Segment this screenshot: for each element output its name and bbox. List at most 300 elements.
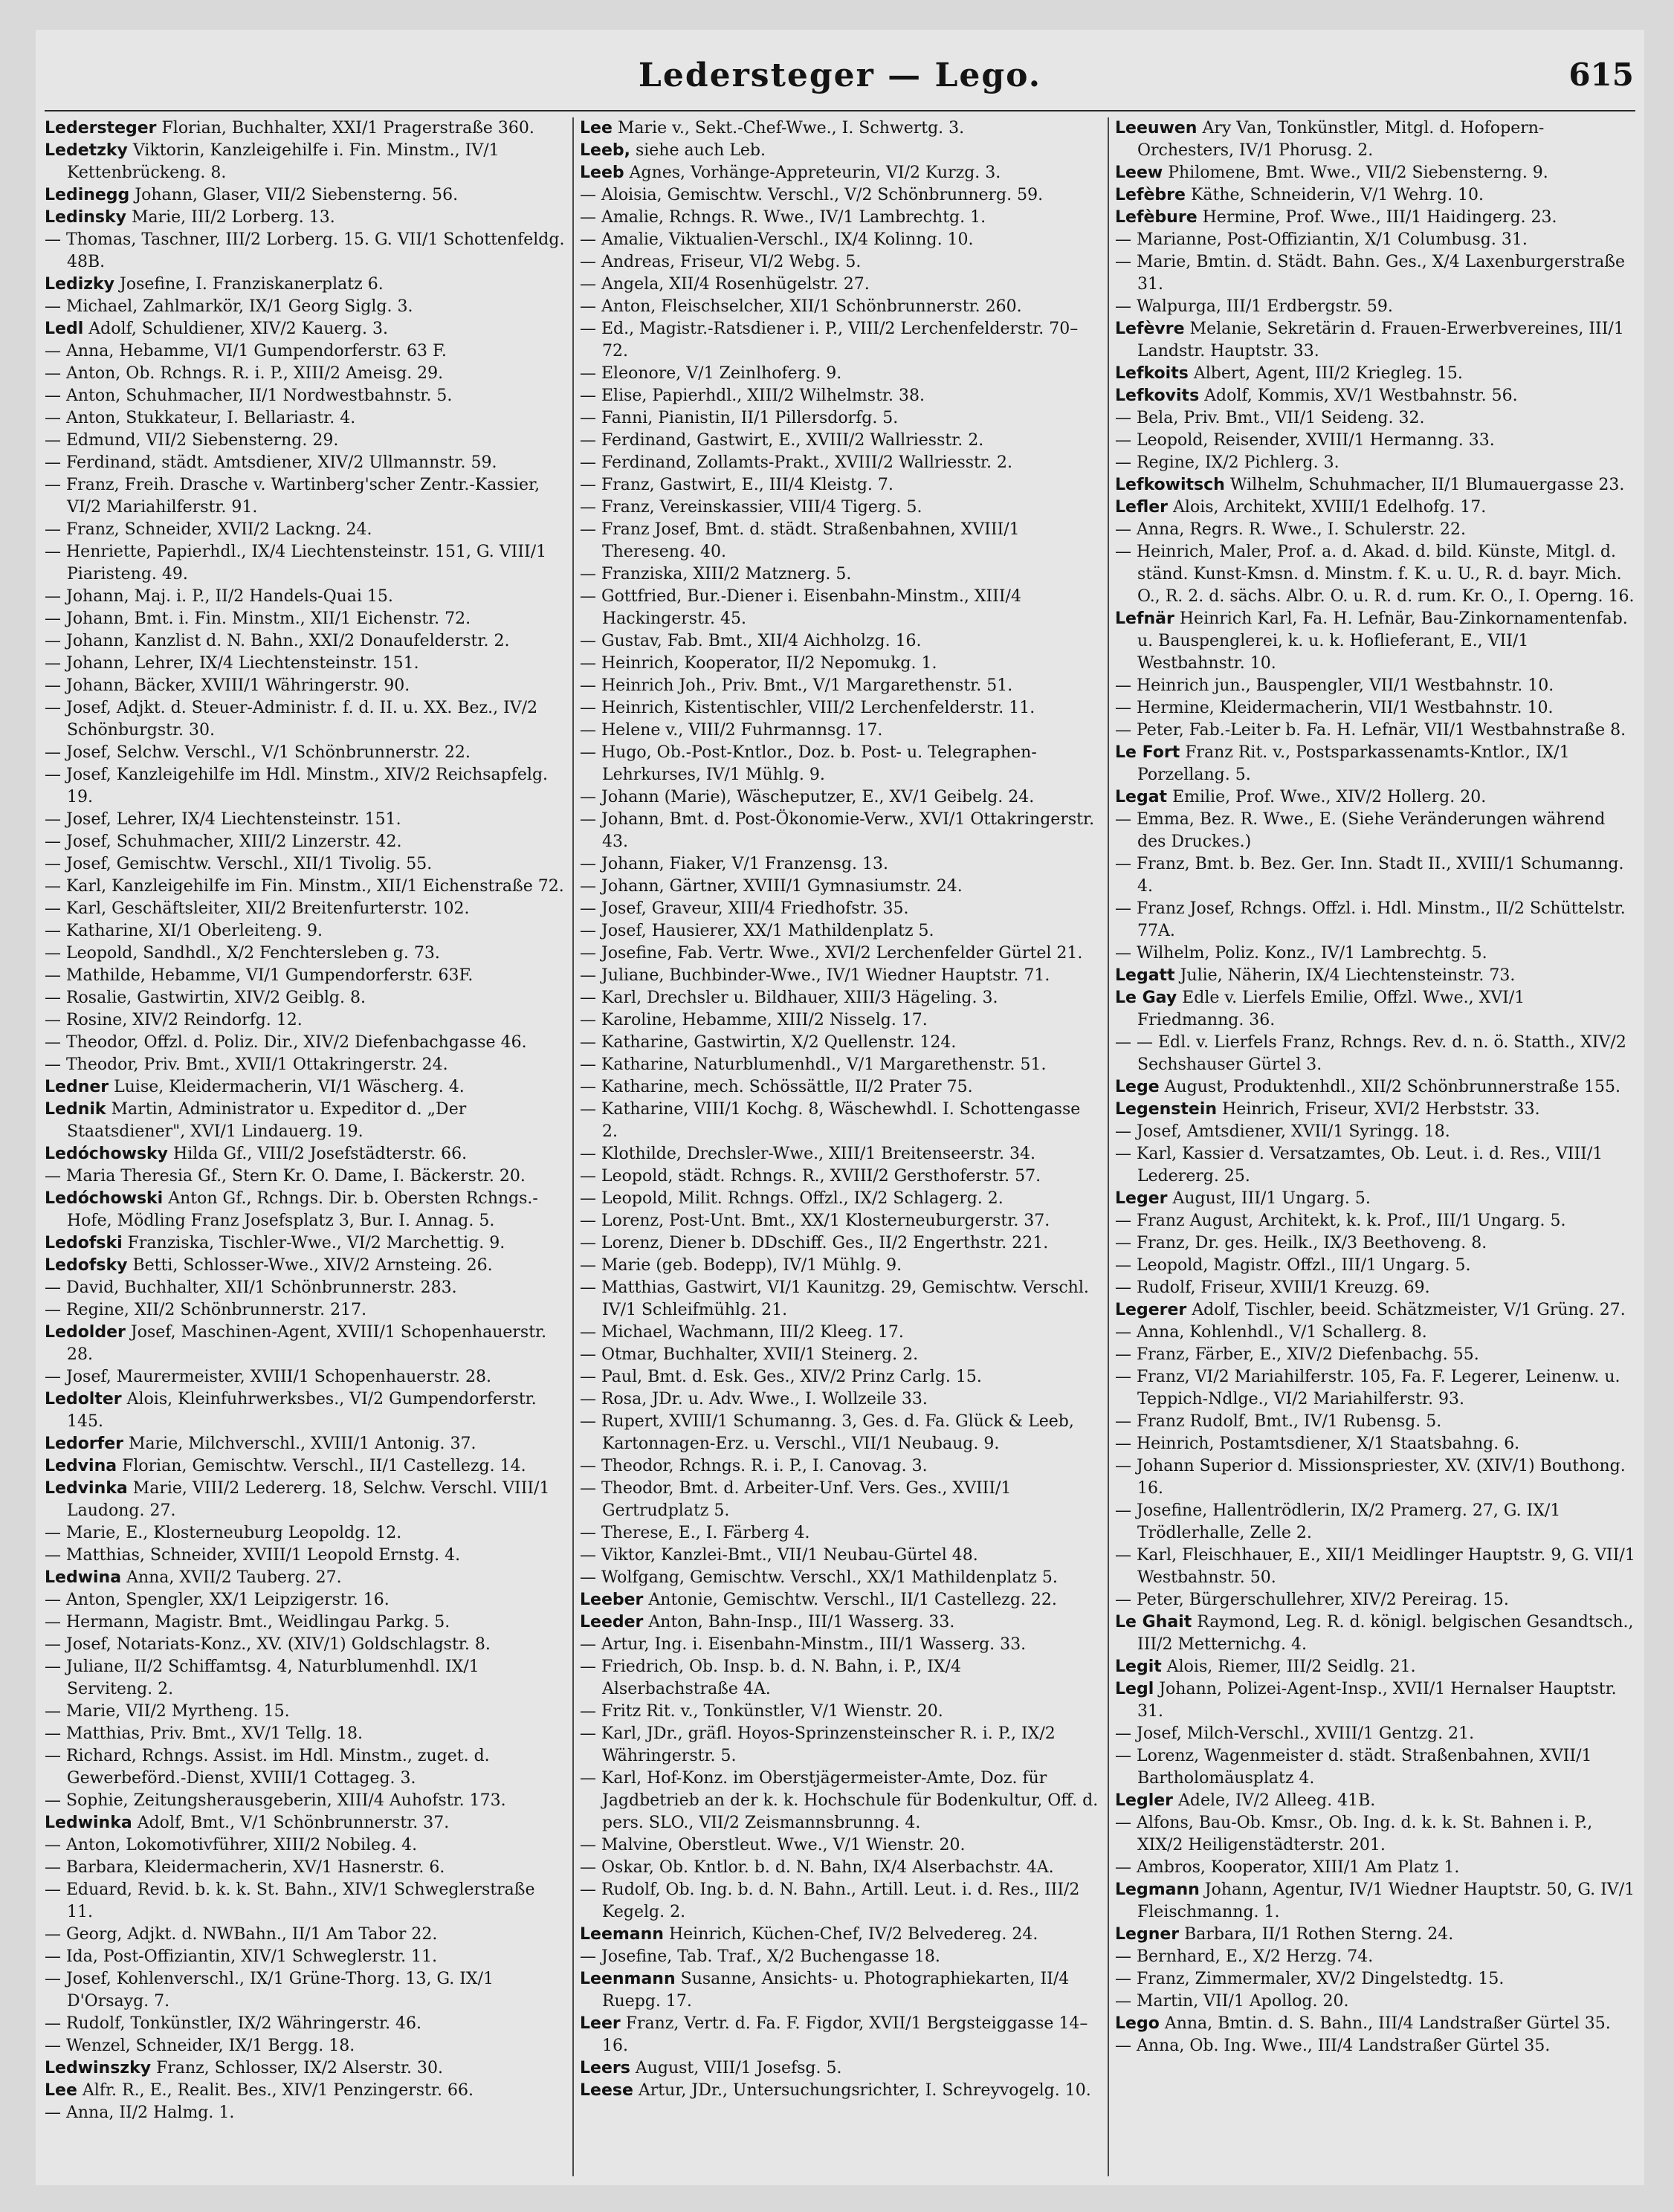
entry-text: — Josefine, Tab. Traf., X/2 Buchengasse 18. (580, 1947, 940, 1966)
entry-text: Barbara, II/1 Rothen Sterng. 24. (1184, 1925, 1454, 1944)
directory-entry (1115, 363, 1635, 385)
entry-text: Florian, Gemischtw. Verschl., II/1 Castellezg. 14. (122, 1457, 526, 1475)
directory-page (36, 30, 1644, 2185)
entry-text: — Johann Superior d. Missionspriester, XV. (XIV/1) Bouthong. 16. (1115, 1457, 1626, 1498)
entry-text: — Eduard, Revid. b. k. k. St. Bahn., XIV/1 Schweglerstraße 11. (45, 1880, 535, 1921)
directory-entry (1115, 1433, 1635, 1455)
entry-text: — Josef, Graveur, XIII/4 Friedhofstr. 35. (580, 899, 909, 918)
entry-text: Marie v., Sekt.-Chef-Wwe., I. Schwertg. 3. (617, 119, 965, 138)
entry-text: — Otmar, Buchhalter, XVII/1 Steinerg. 2. (580, 1345, 919, 1364)
entry-text: — Josef, Hausierer, XX/1 Mathildenplatz 5. (580, 922, 934, 940)
directory-entry (1115, 742, 1635, 786)
directory-entry (1115, 1232, 1635, 1255)
entry-text: — Alfons, Bau-Ob. Kmsr., Ob. Ing. d. k. k. St. Bahnen i. P., XIX/2 Heiligenstädterstr. 201. (1115, 1814, 1593, 1854)
entry-text: — Mathilde, Hebamme, VI/1 Gumpendorferstr. 63F. (45, 966, 474, 985)
directory-entry (45, 1366, 565, 1388)
directory-entry (1115, 207, 1635, 229)
directory-entry (45, 1522, 565, 1545)
surname: Ledorfer (45, 1435, 123, 1453)
directory-entry (1115, 452, 1635, 474)
entry-text: — Juliane, II/2 Schiffamtsg. 4, Naturblumenhdl. IX/1 Serviteng. 2. (45, 1658, 479, 1698)
surname: Leeb, (580, 141, 630, 160)
entry-text: — Wenzel, Schneider, IX/1 Bergg. 18. (45, 2037, 355, 2055)
directory-entry (580, 2057, 1100, 2080)
entry-text: — Anton, Stukkateur, I. Bellariastr. 4. (45, 409, 356, 427)
entry-text: — Rosalie, Gastwirtin, XIV/2 Geiblg. 8. (45, 989, 366, 1007)
directory-entry (45, 1879, 565, 1924)
entry-text: — Leopold, Magistr. Offzl., III/1 Ungarg. 5. (1115, 1256, 1471, 1275)
entry-text: — Karl, Kassier d. Versatzamtes, Ob. Leut. i. d. Res., VIII/1 Ledererg. 25. (1115, 1145, 1603, 1186)
directory-entry (45, 1143, 565, 1165)
directory-entry (580, 1478, 1100, 1522)
directory-entry (580, 1768, 1100, 1834)
directory-entry (580, 1879, 1100, 1924)
entry-text: — Ferdinand, Zollamts-Prakt., XVIII/2 Wallriesstr. 2. (580, 453, 1012, 472)
directory-entry (45, 318, 565, 340)
directory-entry (580, 809, 1100, 853)
directory-entry (1115, 608, 1635, 675)
entry-text: — Marie (geb. Bodepp), IV/1 Mühlg. 9. (580, 1256, 902, 1275)
entry-text: Julie, Näherin, IX/4 Liechtensteinstr. 73. (1180, 966, 1516, 985)
directory-entry (1115, 1366, 1635, 1411)
entry-text: — Franz Josef, Rchngs. Offzl. i. Hdl. Minstm., II/2 Schüttelstr. 77A. (1115, 899, 1626, 940)
directory-entry (45, 1076, 565, 1099)
directory-entry (1115, 1411, 1635, 1433)
entry-text: — Lorenz, Diener b. DDschiff. Ges., II/2 Engerthstr. 221. (580, 1234, 1049, 1252)
directory-entry (580, 1344, 1100, 1366)
entry-text: — Hermine, Kleidermacherin, VII/1 Westbahnstr. 10. (1115, 699, 1554, 717)
directory-entry (1115, 1500, 1635, 1545)
entry-text: — Franz, Zimmermaler, XV/2 Dingelstedtg. 15. (1115, 1970, 1505, 1988)
directory-entry (580, 1611, 1100, 1634)
directory-entry (580, 630, 1100, 653)
entry-text: — Leopold, städt. Rchngs. R., XVIII/2 Gersthoferstr. 57. (580, 1167, 1041, 1186)
entry-text: Raymond, Leg. R. d. königl. belgischen Gesandtsch., III/2 Metternichg. 4. (1137, 1613, 1634, 1654)
directory-entry (580, 1589, 1100, 1611)
directory-entry (580, 2080, 1100, 2102)
entry-text: — Hermann, Magistr. Bmt., Weidlingau Parkg. 5. (45, 1613, 450, 1631)
directory-entry (1115, 519, 1635, 541)
entry-text: — Josef, Kohlenverschl., IX/1 Grüne-Thorg. 13, G. IX/1 D'Orsayg. 7. (45, 1970, 494, 2011)
directory-entry (580, 586, 1100, 630)
directory-entry (45, 1255, 565, 1277)
directory-entry (45, 1567, 565, 1589)
entry-text: — David, Buchhalter, XII/1 Schönbrunnerstr. 283. (45, 1278, 457, 1297)
directory-entry (45, 675, 565, 697)
directory-entry (45, 184, 565, 207)
directory-entry (580, 1054, 1100, 1076)
entry-text: Susanne, Ansichts- u. Photographiekarten, II/4 Ruepg. 17. (602, 1970, 1070, 2011)
directory-entry (1115, 1545, 1635, 1589)
entry-text: — Gustav, Fab. Bmt., XII/4 Aichholzg. 16. (580, 632, 922, 650)
directory-entry (1115, 697, 1635, 719)
directory-entry (45, 2102, 565, 2124)
entry-text: — Gottfried, Bur.-Diener i. Eisenbahn-Minstm., XIII/4 Hackingerstr. 45. (580, 587, 1021, 628)
directory-entry (580, 1545, 1100, 1567)
entry-text: — Rudolf, Ob. Ing. b. d. N. Bahn., Artill. Leut. i. d. Res., III/2 Kegelg. 2. (580, 1880, 1080, 1921)
directory-entry (1115, 2035, 1635, 2057)
directory-entry (1115, 719, 1635, 742)
surname: Legatt (1115, 966, 1175, 985)
entry-text: — Artur, Ing. i. Eisenbahn-Minstm., III/1 Wasserg. 33. (580, 1635, 1027, 1654)
entry-text: Alois, Riemer, III/2 Seidlg. 21. (1166, 1658, 1416, 1676)
entry-text: — Friedrich, Ob. Insp. b. d. N. Bahn, i. P., IX/4 Alserbachstraße 4A. (580, 1658, 961, 1698)
directory-entry (45, 1232, 565, 1255)
entry-text: — Johann, Maj. i. P., II/2 Handels-Quai 15. (45, 587, 393, 606)
directory-entry (45, 2013, 565, 2035)
directory-entry (1115, 497, 1635, 519)
directory-entry (580, 1322, 1100, 1344)
directory-entry (45, 742, 565, 764)
surname: Ledvinka (45, 1479, 128, 1498)
directory-entry (580, 274, 1100, 296)
surname: Lefler (1115, 498, 1169, 517)
surname: Leeuwen (1115, 119, 1198, 138)
directory-entry (580, 363, 1100, 385)
directory-entry (45, 1745, 565, 1790)
directory-entry (1115, 1210, 1635, 1232)
entry-text: Philomene, Bmt. Wwe., VII/2 Siebensterng. 9. (1168, 164, 1548, 182)
surname: Ledwinka (45, 1814, 132, 1832)
entry-text: — Amalie, Rchngs. R. Wwe., IV/1 Lambrechtg. 1. (580, 208, 986, 227)
directory-entry (45, 1634, 565, 1656)
entry-text: Martin, Administrator u. Expeditor d. „Der Staatsdiener", XVI/1 Lindauerg. 19. (67, 1100, 467, 1141)
entry-text: — Karl, Hof-Konz. im Oberstjägermeister-Amte, Doz. für Jagdbetrieb an der k. k. Hochschule für Bodenkultur, Off. d. pers. SLO., VII/2 Zeismannsbrunng. 4. (580, 1769, 1099, 1832)
entry-text: Viktorin, Kanzleigehilfe i. Fin. Minstm., IV/1 Kettenbrückeng. 8. (67, 141, 500, 182)
directory-entry (580, 318, 1100, 363)
entry-text: Heinrich Karl, Fa. H. Lefnär, Bau-Zinkornamentenfab. u. Bauspenglerei, k. u. k. Hoflieferant, E., VII/1 Westbahnstr. 10. (1137, 609, 1628, 673)
directory-entry (1115, 898, 1635, 942)
entry-text: Anna, Bmtin. d. S. Bahn., III/4 Landstraßer Gürtel 35. (1164, 2014, 1611, 2033)
entry-text: Josef, Maschinen-Agent, XVIII/1 Schopenhauerstr. 28. (67, 1323, 547, 1364)
directory-entry (580, 1366, 1100, 1388)
directory-entry (45, 1165, 565, 1188)
entry-text: Florian, Buchhalter, XXI/1 Pragerstraße 360. (161, 119, 534, 138)
directory-entry (1115, 1589, 1635, 1611)
directory-entry (580, 296, 1100, 318)
surname: Leger (1115, 1189, 1168, 1208)
directory-entry (45, 407, 565, 430)
entry-text: — Ambros, Kooperator, XIII/1 Am Platz 1. (1115, 1858, 1460, 1877)
surname: Lee (45, 2081, 77, 2100)
directory-entry (1115, 942, 1635, 965)
entry-text: Johann, Agentur, IV/1 Wiedner Hauptstr. 50, G. IV/1 Fleischmanng. 1. (1137, 1880, 1635, 1921)
directory-entry (45, 474, 565, 519)
directory-entry (1115, 987, 1635, 1032)
surname: Legerer (1115, 1301, 1187, 1319)
entry-text: Luise, Kleidermacherin, VI/1 Wäscherg. 4. (114, 1078, 465, 1096)
entry-text: Artur, JDr., Untersuchungsrichter, I. Schreyvogelg. 10. (638, 2081, 1091, 2100)
directory-entry (45, 1322, 565, 1366)
entry-text: — Lorenz, Wagenmeister d. städt. Straßenbahnen, XVII/1 Bartholomäusplatz 4. (1115, 1747, 1592, 1788)
directory-entry (580, 876, 1100, 898)
entry-text: Alois, Architekt, XVIII/1 Edelhofg. 17. (1173, 498, 1487, 517)
directory-entry (580, 2013, 1100, 2057)
surname: Ledersteger (45, 119, 157, 138)
directory-entry (1115, 1099, 1635, 1121)
directory-entry (580, 1032, 1100, 1054)
directory-entry (580, 1567, 1100, 1589)
directory-entry (580, 719, 1100, 742)
directory-entry (45, 1656, 565, 1701)
entry-text: — Josef, Kanzleigehilfe im Hdl. Minstm., XIV/2 Reichsapfelg. 19. (45, 766, 549, 806)
directory-entry (580, 1411, 1100, 1455)
entry-text: — Josef, Gemischtw. Verschl., XII/1 Tivolig. 55. (45, 855, 433, 873)
page-number: 615 (1568, 56, 1634, 93)
entry-text: — Josef, Lehrer, IX/4 Liechtensteinstr. 151. (45, 810, 401, 829)
entry-text: — Bernhard, E., X/2 Herzg. 74. (1115, 1947, 1374, 1966)
directory-entry (45, 1723, 565, 1745)
entry-text: Heinrich, Küchen-Chef, IV/2 Belvedereg. 24. (668, 1925, 1038, 1944)
entry-text: — Maria Theresia Gf., Stern Kr. O. Dame, I. Bäckerstr. 20. (45, 1167, 526, 1186)
entry-text: — Heinrich, Kooperator, II/2 Nepomukg. 1. (580, 654, 937, 673)
entry-text: — Anton, Lokomotivführer, XIII/2 Nobileg. 4. (45, 1836, 418, 1854)
entry-text: August, III/1 Ungarg. 5. (1172, 1189, 1371, 1208)
surname: Lege (1115, 1078, 1160, 1096)
directory-entry (1115, 1857, 1635, 1879)
entry-text: — Andreas, Friseur, VI/2 Webg. 5. (580, 253, 862, 271)
directory-entry (1115, 1678, 1635, 1723)
entry-text: — Theodor, Offzl. d. Poliz. Dir., XIV/2 Diefenbachgasse 46. (45, 1033, 527, 1052)
entry-text: Heinrich, Friseur, XVI/2 Herbststr. 33. (1222, 1100, 1540, 1119)
directory-entry (45, 876, 565, 898)
directory-entry (45, 363, 565, 385)
entry-text: — Heinrich, Kistentischler, VIII/2 Lerchenfelderstr. 11. (580, 699, 1035, 717)
entry-text: — Karl, Fleischhauer, E., XII/1 Meidlinger Hauptstr. 9, G. VII/1 Westbahnstr. 50. (1115, 1546, 1635, 1587)
surname: Legl (1115, 1680, 1154, 1698)
directory-entry (580, 519, 1100, 563)
surname: Ledofski (45, 1234, 123, 1252)
entry-text: — Anton, Schuhmacher, II/1 Nordwestbahnstr. 5. (45, 387, 453, 405)
directory-entry (580, 1009, 1100, 1032)
directory-entry (580, 1455, 1100, 1478)
directory-entry (45, 519, 565, 541)
directory-entry (580, 385, 1100, 407)
entry-text: — Josefine, Hallentrödlerin, IX/2 Pramerg. 27, G. IX/1 Trödlerhalle, Zelle 2. (1115, 1501, 1561, 1542)
directory-entry (580, 497, 1100, 519)
directory-entry (1115, 229, 1635, 251)
entry-text: — Angela, XII/4 Rosenhügelstr. 27. (580, 275, 870, 294)
surname: Ledóchowski (45, 1189, 164, 1208)
entry-text: — Regine, IX/2 Pichlerg. 3. (1115, 453, 1339, 472)
entry-text: Wilhelm, Schuhmacher, II/1 Blumauergasse 23. (1229, 476, 1625, 494)
entry-text: Adolf, Tischler, beeid. Schätzmeister, V/1 Grüng. 27. (1192, 1301, 1626, 1319)
entry-text: Marie, VIII/2 Ledererg. 18, Selchw. Verschl. VIII/1 Laudong. 27. (67, 1479, 550, 1520)
page-header (36, 56, 1644, 109)
directory-entry (45, 1277, 565, 1299)
entry-text: — Franz, Dr. ges. Heilk., IX/3 Beethoveng. 8. (1115, 1234, 1487, 1252)
entry-text: — Helene v., VIII/2 Fuhrmannsg. 17. (580, 721, 883, 740)
entry-text: — Juliane, Buchbinder-Wwe., IV/1 Wiedner Hauptstr. 71. (580, 966, 1050, 985)
entry-text: — Marie, VII/2 Myrtheng. 15. (45, 1702, 290, 1721)
entry-text: — Anna, Ob. Ing. Wwe., III/4 Landstraßer Gürtel 35. (1115, 2037, 1551, 2055)
entry-text: Johann, Glaser, VII/2 Siebensterng. 56. (135, 186, 459, 204)
surname: Ledwina (45, 1568, 122, 1587)
entry-text: — Ferdinand, Gastwirt, E., XVIII/2 Wallriesstr. 2. (580, 431, 984, 450)
directory-entry (45, 586, 565, 608)
surname: Lednik (45, 1100, 106, 1119)
entry-text: Adele, IV/2 Alleeg. 41B. (1178, 1791, 1376, 1810)
directory-entry (580, 1255, 1100, 1277)
surname: Le Gay (1115, 989, 1177, 1007)
surname: Legmann (1115, 1880, 1200, 1899)
column-2 (580, 117, 1100, 2176)
entry-text: — Rudolf, Tonkünstler, IX/2 Währingerstr. 46. (45, 2014, 422, 2033)
entry-text: Emilie, Prof. Wwe., XIV/2 Hollerg. 20. (1172, 788, 1487, 806)
entry-text: — Malvine, Oberstleut. Wwe., V/1 Wienstr. 20. (580, 1836, 966, 1854)
directory-entry (580, 1277, 1100, 1322)
surname: Lefèvre (1115, 320, 1185, 338)
entry-text: — Anna, Hebamme, VI/1 Gumpendorferstr. 63 F. (45, 342, 447, 360)
surname: Leeber (580, 1591, 644, 1609)
directory-entry (45, 117, 565, 140)
entry-text: — Walpurga, III/1 Erdbergstr. 59. (1115, 297, 1393, 316)
entry-text: — Franz, Färber, E., XIV/2 Diefenbachg. 55. (1115, 1345, 1479, 1364)
surname: Lefkovits (1115, 387, 1200, 405)
directory-entry (45, 630, 565, 653)
entry-text: Franziska, Tischler-Wwe., VI/2 Marchettig. 9. (127, 1234, 505, 1252)
entry-text: — Karl, Geschäftsleiter, XII/2 Breitenfurterstr. 102. (45, 899, 470, 918)
directory-entry (45, 430, 565, 452)
directory-entry (580, 1834, 1100, 1857)
directory-entry (580, 1701, 1100, 1723)
entry-text: — Karl, Drechsler u. Bildhauer, XIII/3 Hägeling. 3. (580, 989, 998, 1007)
column-divider (1108, 117, 1109, 2176)
entry-text: Anton, Bahn-Insp., III/1 Wasserg. 33. (648, 1613, 955, 1631)
entry-text: — Ferdinand, städt. Amtsdiener, XIV/2 Ullmannstr. 59. (45, 453, 497, 472)
entry-text: — Franz Rudolf, Bmt., IV/1 Rubensg. 5. (1115, 1412, 1442, 1431)
entry-text: — Thomas, Taschner, III/2 Lorberg. 15. G. VII/1 Schottenfeldg. 48B. (45, 230, 565, 271)
entry-text: — Marie, Bmtin. d. Städt. Bahn. Ges., X/4 Laxenburgerstraße 31. (1115, 253, 1625, 294)
surname: Leers (580, 2059, 630, 2077)
directory-entry (580, 563, 1100, 586)
directory-entry (45, 809, 565, 831)
directory-entry (580, 1188, 1100, 1210)
entry-text: — Franziska, XIII/2 Matznerg. 5. (580, 565, 852, 583)
directory-entry (45, 1054, 565, 1076)
directory-entry (580, 965, 1100, 987)
entry-text: — Josef, Milch-Verschl., XVIII/1 Gentzg. 21. (1115, 1724, 1475, 1743)
directory-entry (1115, 184, 1635, 207)
entry-text: Alfr. R., E., Realit. Bes., XIV/1 Penzingerstr. 66. (82, 2081, 474, 2100)
directory-entry (580, 1099, 1100, 1143)
entry-text: — Hugo, Ob.-Post-Kntlor., Doz. b. Post- u. Telegraphen-Lehrkurses, IV/1 Mühlg. 9. (580, 743, 1037, 784)
entry-text: — Aloisia, Gemischtw. Verschl., V/2 Schönbrunnerg. 59. (580, 186, 1044, 204)
directory-entry (45, 1433, 565, 1455)
surname: Legner (1115, 1925, 1180, 1944)
entry-text: — Matthias, Schneider, XVIII/1 Leopold Ernstg. 4. (45, 1546, 461, 1565)
directory-entry (45, 207, 565, 229)
directory-entry (1115, 1032, 1635, 1076)
directory-entry (1115, 1322, 1635, 1344)
directory-entry (1115, 809, 1635, 853)
surname: Ledizky (45, 275, 115, 294)
entry-text: — Katharine, mech. Schössättle, II/2 Prater 75. (580, 1078, 973, 1096)
entry-text: — Heinrich, Maler, Prof. a. d. Akad. d. bild. Künste, Mitgl. d. ständ. Kunst-Kmsn. d. Minstm. f. K. u. U., R. d. bayr. Mich. O., R. 2. d. sächs. Albr. O. u. R. d. rum. Kr. O., I. Operng. 16. (1115, 543, 1635, 606)
entry-text: — Josef, Adjkt. d. Steuer-Administr. f. d. II. u. XX. Bez., IV/2 Schönburgstr. 30. (45, 699, 538, 740)
directory-entry (1115, 117, 1635, 162)
directory-entry (1115, 1143, 1635, 1188)
directory-entry (580, 942, 1100, 965)
entry-text: — Amalie, Viktualien-Verschl., IX/4 Kolinng. 10. (580, 230, 974, 249)
surname: Leemann (580, 1925, 664, 1944)
entry-text: — Franz, Vereinskassier, VIII/4 Tigerg. 5. (580, 498, 922, 517)
entry-text: — Ida, Post-Offiziantin, XIV/1 Schweglerstr. 11. (45, 1947, 438, 1966)
directory-entry (45, 1857, 565, 1879)
directory-entry (45, 452, 565, 474)
directory-entry (1115, 1656, 1635, 1678)
entry-text: Albert, Agent, III/2 Kriegleg. 15. (1193, 364, 1463, 383)
entry-text: — Henriette, Papierhdl., IX/4 Liechtensteinstr. 151, G. VIII/1 Piaristeng. 49. (45, 543, 547, 583)
entry-text: — — Edl. v. Lierfels Franz, Rchngs. Rev. d. n. ö. Statth., XIV/2 Sechshauser Gürtel 3. (1115, 1033, 1626, 1074)
directory-entry (45, 541, 565, 586)
entry-text: — Johann (Marie), Wäscheputzer, E., XV/1 Geibelg. 24. (580, 788, 1035, 806)
directory-entry (45, 1009, 565, 1032)
entry-text: — Franz, Bmt. b. Bez. Ger. Inn. Stadt II., XVIII/1 Schumanng. 4. (1115, 855, 1624, 896)
directory-entry (1115, 162, 1635, 184)
directory-entry (45, 1589, 565, 1611)
entry-text: — Josef, Notariats-Konz., XV. (XIV/1) Goldschlagstr. 8. (45, 1635, 491, 1654)
surname: Lego (1115, 2014, 1160, 2033)
directory-entry (1115, 1812, 1635, 1857)
entry-text: Franz Rit. v., Postsparkassenamts-Kntlor., IX/1 Porzellang. 5. (1137, 743, 1570, 784)
directory-entry (45, 898, 565, 920)
entry-text: — Anna, Regrs. R. Wwe., I. Schulerstr. 22. (1115, 520, 1466, 539)
entry-text: — Marianne, Post-Offiziantin, X/1 Columbusg. 31. (1115, 230, 1528, 249)
directory-entry (580, 207, 1100, 229)
surname: Lefèbre (1115, 186, 1186, 204)
directory-entry (580, 1968, 1100, 2013)
directory-entry (1115, 407, 1635, 430)
directory-entry (45, 920, 565, 942)
entry-text: — Fanni, Pianistin, II/1 Pillersdorfg. 5. (580, 409, 899, 427)
directory-entry (1115, 1745, 1635, 1790)
directory-entry (45, 2057, 565, 2080)
directory-entry (45, 274, 565, 296)
entry-text: — Karl, Kanzleigehilfe im Fin. Minstm., XII/1 Eichenstraße 72. (45, 877, 564, 896)
entry-text: — Viktor, Kanzlei-Bmt., VII/1 Neubau-Gürtel 48. (580, 1546, 978, 1565)
surname: Ledl (45, 320, 84, 338)
entry-text: Adolf, Schuldiener, XIV/2 Kauerg. 3. (88, 320, 388, 338)
directory-entry (580, 1656, 1100, 1701)
directory-entry (45, 1455, 565, 1478)
entry-text: Johann, Polizei-Agent-Insp., XVII/1 Hernalser Hauptstr. 31. (1137, 1680, 1617, 1721)
surname: Leeb (580, 164, 624, 182)
directory-entry (580, 1857, 1100, 1879)
entry-text: Adolf, Kommis, XV/1 Westbahnstr. 56. (1204, 387, 1518, 405)
directory-entry (1115, 1455, 1635, 1500)
entry-text: Franz, Vertr. d. Fa. F. Figdor, XVII/1 Bergsteiggasse 14–16. (602, 2014, 1088, 2055)
entry-text: — Anton, Spengler, XX/1 Leipzigerstr. 16. (45, 1591, 390, 1609)
entry-text: — Wolfgang, Gemischtw. Verschl., XX/1 Mathildenplatz 5. (580, 1568, 1058, 1587)
surname: Lefèbure (1115, 208, 1198, 227)
directory-entry (45, 1388, 565, 1433)
entry-text: — Ed., Magistr.-Ratsdiener i. P., VIII/2 Lerchenfelderstr. 70–72. (580, 320, 1079, 360)
directory-entry (1115, 251, 1635, 296)
entry-text: — Franz, Gastwirt, E., III/4 Kleistg. 7. (580, 476, 893, 494)
surname: Legat (1115, 788, 1168, 806)
directory-entry (45, 340, 565, 363)
entry-text: — Josef, Amtsdiener, XVII/1 Syringg. 18. (1115, 1122, 1450, 1141)
directory-entry (45, 385, 565, 407)
directory-entry (45, 1099, 565, 1143)
surname: Ledinsky (45, 208, 126, 227)
directory-entry (1115, 2013, 1635, 2035)
entry-text: — Anton, Ob. Rchngs. R. i. P., XIII/2 Ameisg. 29. (45, 364, 444, 383)
directory-entry (580, 786, 1100, 809)
entry-text: — Martin, VII/1 Apollog. 20. (1115, 1992, 1349, 2011)
entry-text: — Rosa, JDr. u. Adv. Wwe., I. Wollzeile 33. (580, 1390, 928, 1409)
